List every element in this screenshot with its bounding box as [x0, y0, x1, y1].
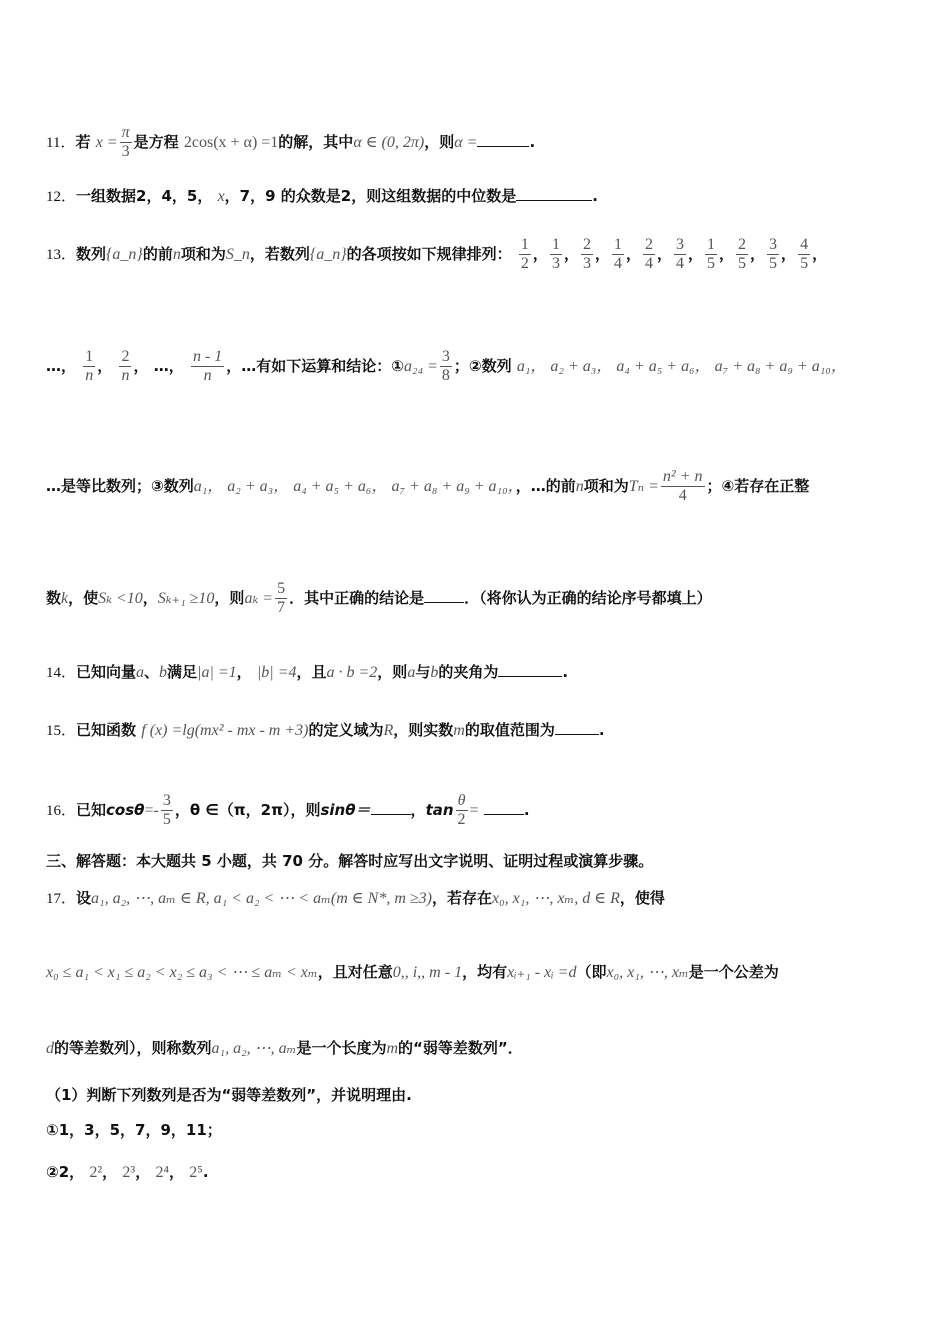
fraction-1-over-n: $\frac{1}{n}$	[85, 348, 94, 384]
question-17-line-1: 17．设a₁, a₂, ⋯, aₘ ∈ R, a₁ < a₂ < ⋯ < aₘ(m ∈ N*, m ≥3)，若存在x₀, x₁, ⋯, xₘ, d ∈ R，使得	[46, 889, 665, 907]
sequence-fraction: $\frac{1}{4}$	[613, 236, 622, 272]
question-17-item-1: ①1，3，5，7，9，11；	[46, 1121, 222, 1139]
question-11: 11．若 x = $\frac{\pi}{3}$ 是方程 2cos(x + α) =1的解，其中α ∈ (0, 2π)，则α = .	[46, 124, 536, 160]
fraction-3-over-5: $\frac{3}{5}$	[162, 792, 171, 828]
answer-blank[interactable]	[477, 132, 529, 147]
answer-blank[interactable]	[371, 800, 411, 815]
sequence-fraction: $\frac{4}{5}$	[800, 236, 809, 272]
sequence-fraction: $\frac{1}{5}$	[707, 236, 716, 272]
question-17-item-2: ②2， 2²， 2³， 2⁴， 2⁵.	[46, 1163, 209, 1181]
sequence-fraction: $\frac{2}{4}$	[644, 236, 653, 272]
sequence-fraction: $\frac{2}{3}$	[582, 236, 591, 272]
question-13-line-4: 数k，使Sₖ <10，Sₖ₊₁ ≥10，则aₖ = $\frac{5}{7}$ ．其中正确的结论是 ．（将你认为正确的结论序号都填上）	[46, 580, 712, 616]
question-17-line-2: x₀ ≤ a₁ < x₁ ≤ a₂ < x₂ ≤ a₃ < ⋯ ≤ aₘ < xₘ，且对任意0,, i,, m - 1，均有xᵢ₊₁ - xᵢ =d（即x₀, x₁, ⋯, xₘ是一个公差为	[46, 963, 779, 981]
fraction-tn: $\frac{\text{n² + n}}{4}$	[662, 468, 703, 504]
answer-blank[interactable]	[516, 186, 592, 201]
question-15: 15．已知函数 f (x) =lg(mx² - mx - m +3)的定义域为R，则实数m的取值范围为 .	[46, 721, 605, 739]
sequence-fraction: $\frac{3}{4}$	[676, 236, 684, 272]
sequence-fraction: $\frac{1}{3}$	[551, 236, 560, 272]
question-13-line-2: …， $\frac{1}{n}$ ， $\frac{2}{n}$ ， …， $\frac{n - 1}{n}$ ，…有如下运算和结论：①a₂₄ = $\frac{3}{8}$ ；②数列 a₁， a₂ + a₃， a₄ + a₅ + a₆， a₇ + a₈ + a₉ + a₁₀，	[46, 348, 847, 384]
question-17-line-3: d的等差数列），则称数列a₁, a₂, ⋯, aₘ是一个长度为m的“弱等差数列”．	[46, 1039, 523, 1057]
sequence-fraction: $\frac{1}{2}$	[520, 236, 529, 272]
answer-blank[interactable]	[484, 800, 524, 815]
answer-blank[interactable]	[555, 720, 599, 735]
question-12: 12．一组数据2，4，5， x，7，9 的众数是2，则这组数据的中位数是 .	[46, 187, 598, 205]
sequence-fraction: $\frac{3}{5}$	[769, 236, 778, 272]
fraction-2-over-n: $\frac{2}{n}$	[121, 348, 130, 384]
question-14: 14．已知向量a、b满足|a| =1， |b| =4，且a · b =2，则a与b的夹角为 .	[46, 663, 569, 681]
fraction-theta-over-2: $\frac{\theta}{2}$	[457, 792, 466, 828]
fraction-5-over-7: $\frac{5}{7}$	[277, 580, 286, 616]
answer-blank[interactable]	[498, 662, 562, 677]
question-13-line-3: …是等比数列；③数列a₁， a₂ + a₃， a₄ + a₅ + a₆， a₇ + a₈ + a₉ + a₁₀，，…的前n项和为Tₙ = $\frac{\text{n² + n}}{4}$ ；④若存在正整	[46, 468, 810, 504]
sequence-fractions: $\frac{1}{2}$ ， $\frac{1}{3}$ ， $\frac{2}{3}$ ， $\frac{1}{4}$ ， $\frac{2}{4}$ ， $\frac{3}{4}$ ， $\frac{1}{5}$ ， $\frac{2}{5}$ ， $\frac{3}{5}$ ， $\frac{4}{5}$ ，	[520, 236, 828, 272]
question-17-part-1: （1）判断下列数列是否为“弱等差数列”，并说明理由.	[46, 1086, 412, 1104]
question-16: 16．已知cosθ=- $\frac{3}{5}$ ，θ ∈（π，2π），则sinθ＝ ，tan $\frac{\theta}{2}$ = .	[46, 792, 530, 828]
fraction-3-over-8: $\frac{3}{8}$	[441, 348, 450, 384]
answer-blank[interactable]	[424, 588, 464, 603]
fraction-n-minus-1-over-n: $\frac{n - 1}{n}$	[192, 348, 223, 384]
section-3-heading: 三、解答题：本大题共 5 小题，共 70 分。解答时应写出文字说明、证明过程或演算步骤。	[46, 852, 654, 870]
sequence-fraction: $\frac{2}{5}$	[738, 236, 747, 272]
fraction-pi-over-3: $\frac{\pi}{3}$	[121, 124, 130, 160]
question-13-line-1: 13．数列{a_n}的前n项和为S_n，若数列{a_n}的各项按如下规律排列： $\frac{1}{2}$ ， $\frac{1}{3}$ ， $\frac{2}{3}$ ， $\frac{1}{4}$ ， $\frac{2}{4}$ ， $\frac{3}{4}$ ， $\frac{1}{5}$ ， $\frac{2}{5}$ ， $\frac{3}{5}$ ， $\frac{4}{5}$ ，	[46, 236, 828, 272]
